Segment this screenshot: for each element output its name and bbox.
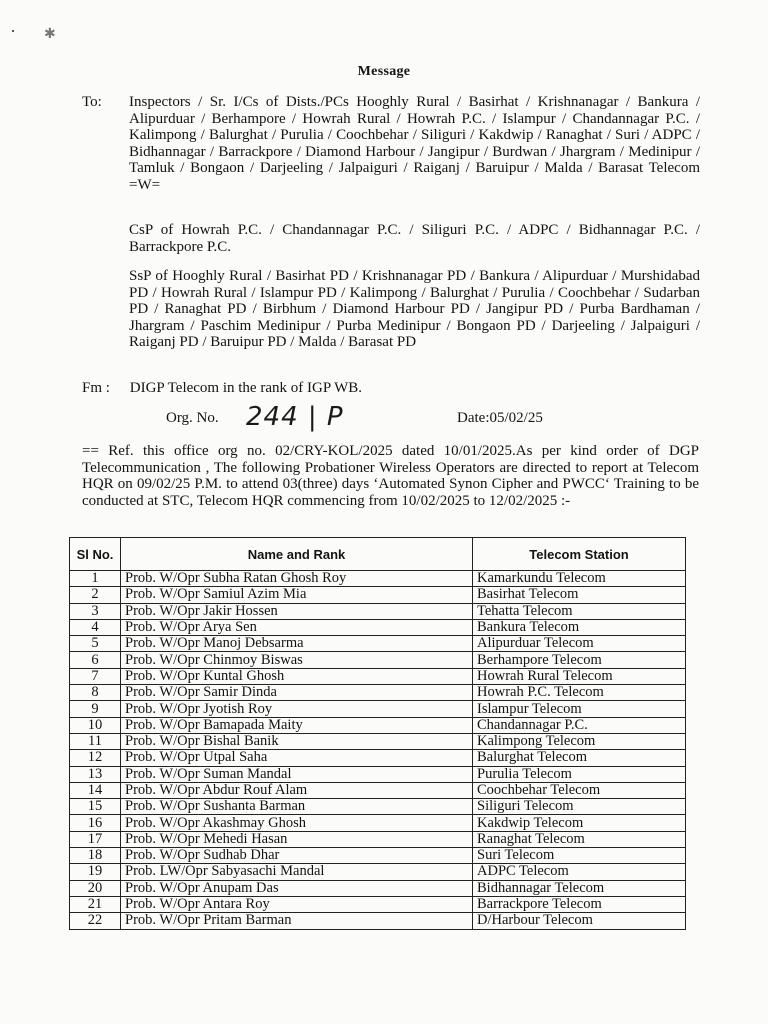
cell-sl: 16 bbox=[70, 815, 121, 831]
recipients-ssps: SsP of Hooghly Rural / Basirhat PD / Krishnanagar PD / Bankura / Alipurduar / Murshidabad PD / Howrah Rural / Islampur PD / Kalimpong / Balurghat / Purulia / Coochbehar / Sudarban PD / Ranaghat PD / Birbhum / Diamond Harbour PD / Jangipur PD / Purba Bardhaman / Jhargram / Paschim Medinipur / Purba Medinipur / Bongaon PD / Darjeeling / Jalpaiguri / Raiganj PD / Baruipur PD / Malda / Barasat PD bbox=[129, 268, 700, 350]
cell-name: Prob. W/Opr Jyotish Roy bbox=[121, 701, 473, 717]
cell-name: Prob. W/Opr Suman Mandal bbox=[121, 766, 473, 782]
date-label: Date: bbox=[457, 410, 490, 426]
cell-station: Kakdwip Telecom bbox=[473, 815, 686, 831]
table-row bbox=[70, 750, 686, 766]
recipients-inspectors: Inspectors / Sr. I/Cs of Dists./PCs Hooghly Rural / Basirhat / Krishnanagar / Bankura / Alipurduar / Berhampore / Howrah Rural / Howrah P.C. / Islampur / Chandannagar P.C. / Kalimpong / Balurghat / Purulia / Coochbehar / Siliguri / Kakdwip / Ranaghat / Suri / ADPC / Bidhannagar / Barrackpore / Diamond Harbour / Jangipur / Burdwan / Jhargram / Medinipur / Tamluk / Bongaon / Darjeeling / Jalpaiguri / Raiganj / Baruipur / Malda / Barasat Telecom =W= bbox=[129, 94, 700, 193]
table-body bbox=[70, 571, 686, 930]
cell-name: Prob. W/Opr Chinmoy Biswas bbox=[121, 652, 473, 668]
table-row bbox=[70, 913, 686, 929]
table-row bbox=[70, 799, 686, 815]
table-row bbox=[70, 619, 686, 635]
cell-name: Prob. W/Opr Manoj Debsarma bbox=[121, 636, 473, 652]
table-row bbox=[70, 685, 686, 701]
table-row bbox=[70, 848, 686, 864]
to-label: To: bbox=[82, 94, 102, 110]
cell-sl: 18 bbox=[70, 848, 121, 864]
table-row bbox=[70, 831, 686, 847]
cell-name: Prob. W/Opr Kuntal Ghosh bbox=[121, 668, 473, 684]
cell-station: Barrackpore Telecom bbox=[473, 896, 686, 912]
header-name: Name and Rank bbox=[121, 538, 473, 571]
cell-name: Prob. W/Opr Arya Sen bbox=[121, 619, 473, 635]
recipients-csps: CsP of Howrah P.C. / Chandannagar P.C. / Siliguri P.C. / ADPC / Bidhannagar P.C. / Barrackpore P.C. bbox=[129, 222, 700, 255]
cell-station: Siliguri Telecom bbox=[473, 799, 686, 815]
table-row bbox=[70, 815, 686, 831]
cell-station: Coochbehar Telecom bbox=[473, 782, 686, 798]
org-label: Org. No. bbox=[166, 410, 219, 426]
table-row bbox=[70, 587, 686, 603]
cell-sl: 3 bbox=[70, 603, 121, 619]
cell-station: Alipurduar Telecom bbox=[473, 636, 686, 652]
cell-station: Bidhannagar Telecom bbox=[473, 880, 686, 896]
cell-station: Tehatta Telecom bbox=[473, 603, 686, 619]
cell-name: Prob. W/Opr Abdur Rouf Alam bbox=[121, 782, 473, 798]
cell-sl: 4 bbox=[70, 619, 121, 635]
cell-sl: 14 bbox=[70, 782, 121, 798]
stamp-mark-icon: ✱ bbox=[44, 27, 56, 42]
cell-sl: 12 bbox=[70, 750, 121, 766]
table-row bbox=[70, 782, 686, 798]
from-value: DIGP Telecom in the rank of IGP WB. bbox=[129, 380, 362, 396]
cell-sl: 2 bbox=[70, 587, 121, 603]
from-label: Fm : bbox=[82, 380, 110, 396]
from-line bbox=[82, 380, 362, 397]
cell-sl: 19 bbox=[70, 864, 121, 880]
cell-name: Prob. W/Opr Bamapada Maity bbox=[121, 717, 473, 733]
cell-station: Bankura Telecom bbox=[473, 619, 686, 635]
cell-name: Prob. W/Opr Akashmay Ghosh bbox=[121, 815, 473, 831]
cell-name: Prob. W/Opr Antara Roy bbox=[121, 896, 473, 912]
cell-station: Howrah P.C. Telecom bbox=[473, 685, 686, 701]
table-row bbox=[70, 701, 686, 717]
cell-station: Kamarkundu Telecom bbox=[473, 571, 686, 587]
table-row bbox=[70, 766, 686, 782]
cell-name: Prob. W/Opr Samir Dinda bbox=[121, 685, 473, 701]
cell-name: Prob. W/Opr Sudhab Dhar bbox=[121, 848, 473, 864]
cell-station: ADPC Telecom bbox=[473, 864, 686, 880]
table-row bbox=[70, 668, 686, 684]
cell-sl: 15 bbox=[70, 799, 121, 815]
cell-sl: 17 bbox=[70, 831, 121, 847]
cell-sl: 22 bbox=[70, 913, 121, 929]
table-row bbox=[70, 733, 686, 749]
scan-speck bbox=[12, 30, 14, 32]
table-row bbox=[70, 603, 686, 619]
cell-sl: 20 bbox=[70, 880, 121, 896]
cell-station: Chandannagar P.C. bbox=[473, 717, 686, 733]
cell-name: Prob. W/Opr Sushanta Barman bbox=[121, 799, 473, 815]
cell-sl: 13 bbox=[70, 766, 121, 782]
table-row bbox=[70, 896, 686, 912]
cell-station: Ranaghat Telecom bbox=[473, 831, 686, 847]
cell-station: Kalimpong Telecom bbox=[473, 733, 686, 749]
cell-name: Prob. W/Opr Jakir Hossen bbox=[121, 603, 473, 619]
cell-name: Prob. W/Opr Pritam Barman bbox=[121, 913, 473, 929]
cell-name: Prob. W/Opr Samiul Azim Mia bbox=[121, 587, 473, 603]
cell-station: D/Harbour Telecom bbox=[473, 913, 686, 929]
table-row bbox=[70, 652, 686, 668]
cell-name: Prob. W/Opr Subha Ratan Ghosh Roy bbox=[121, 571, 473, 587]
cell-sl: 9 bbox=[70, 701, 121, 717]
cell-sl: 11 bbox=[70, 733, 121, 749]
cell-name: Prob. W/Opr Bishal Banik bbox=[121, 733, 473, 749]
table-row bbox=[70, 864, 686, 880]
header-station: Telecom Station bbox=[473, 538, 686, 571]
cell-station: Berhampore Telecom bbox=[473, 652, 686, 668]
cell-name: Prob. W/Opr Anupam Das bbox=[121, 880, 473, 896]
cell-sl: 6 bbox=[70, 652, 121, 668]
date-value: 05/02/25 bbox=[489, 410, 543, 426]
cell-name: Prob. W/Opr Mehedi Hasan bbox=[121, 831, 473, 847]
table-row bbox=[70, 717, 686, 733]
table-row bbox=[70, 571, 686, 587]
table-row bbox=[70, 636, 686, 652]
reference-paragraph: == Ref. this office org no. 02/CRY-KOL/2025 dated 10/01/2025.As per kind order of DGP Telecommunication , The following Probationer Wireless Operators are directed to report at Telecom HQR on 09/02/25 P.M. to attend 03(three) days ‘Automated Synon Cipher and PWCC‘ Training to be conducted at STC, Telecom HQR commencing from 10/02/2025 to 12/02/2025 :- bbox=[82, 443, 699, 509]
page-title: Message bbox=[357, 64, 411, 79]
cell-sl: 1 bbox=[70, 571, 121, 587]
cell-name: Prob. LW/Opr Sabyasachi Mandal bbox=[121, 864, 473, 880]
table-row bbox=[70, 880, 686, 896]
cell-sl: 21 bbox=[70, 896, 121, 912]
trainee-table bbox=[69, 537, 686, 930]
cell-station: Purulia Telecom bbox=[473, 766, 686, 782]
cell-station: Howrah Rural Telecom bbox=[473, 668, 686, 684]
cell-station: Basirhat Telecom bbox=[473, 587, 686, 603]
table-header-row bbox=[70, 538, 686, 571]
org-number-handwritten: 244 | P bbox=[246, 402, 344, 432]
date-line bbox=[457, 410, 543, 427]
cell-station: Islampur Telecom bbox=[473, 701, 686, 717]
cell-sl: 7 bbox=[70, 668, 121, 684]
cell-sl: 5 bbox=[70, 636, 121, 652]
cell-station: Suri Telecom bbox=[473, 848, 686, 864]
cell-sl: 8 bbox=[70, 685, 121, 701]
cell-station: Balurghat Telecom bbox=[473, 750, 686, 766]
cell-name: Prob. W/Opr Utpal Saha bbox=[121, 750, 473, 766]
cell-sl: 10 bbox=[70, 717, 121, 733]
header-sl: Sl No. bbox=[70, 538, 121, 571]
